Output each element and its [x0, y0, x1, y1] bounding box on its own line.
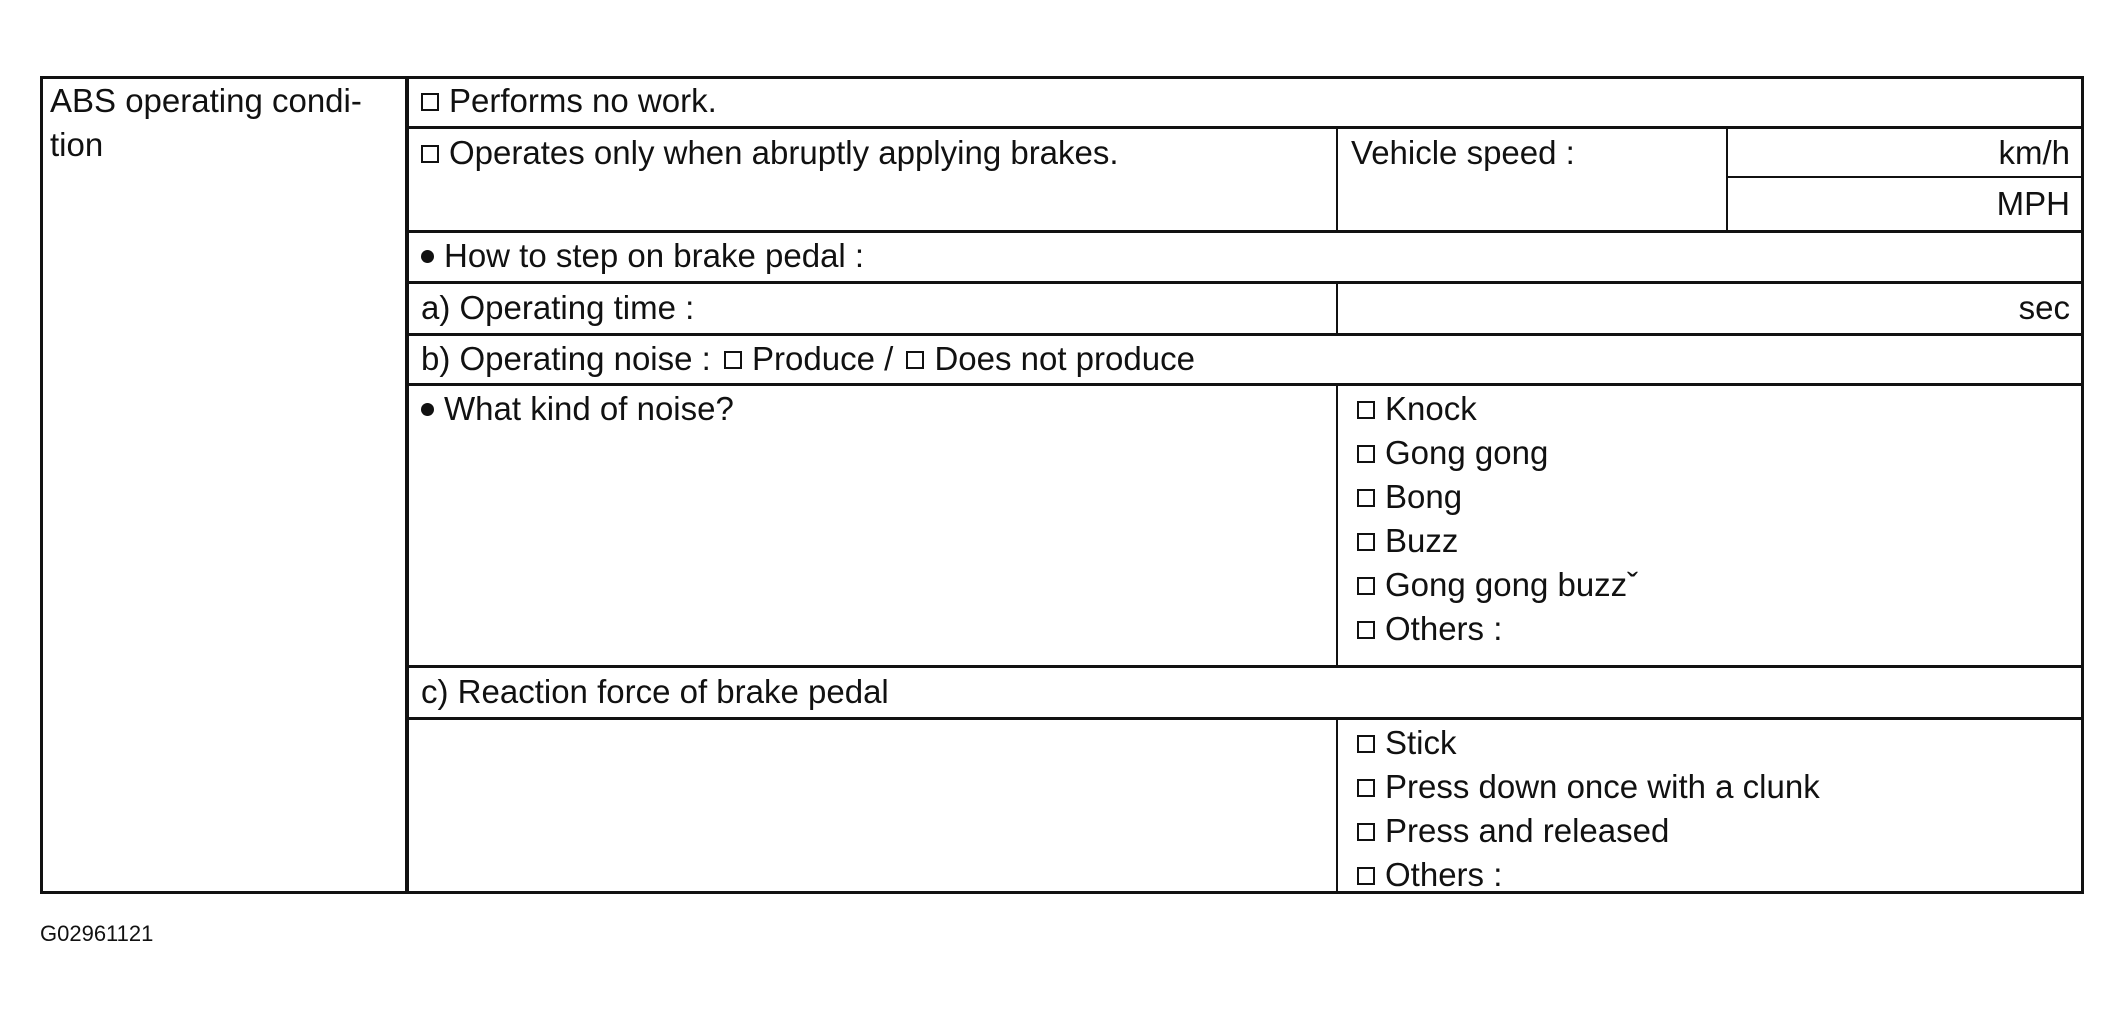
reaction-option[interactable]: Press and released: [1357, 809, 1820, 853]
outer-border-left: [40, 76, 43, 894]
reaction-options-list: [1357, 721, 1820, 897]
row-divider: [407, 717, 2084, 720]
checkbox[interactable]: [421, 93, 439, 111]
checkbox[interactable]: [1357, 823, 1375, 841]
checkbox[interactable]: [1357, 445, 1375, 463]
section-label-line: tion: [50, 126, 104, 163]
bullet-icon: [421, 403, 434, 416]
section-label: [50, 79, 362, 167]
checkbox[interactable]: [1357, 489, 1375, 507]
section-label-line: ABS operating condi-: [50, 82, 362, 119]
row-divider: [407, 230, 2084, 233]
reaction-option[interactable]: Others :: [1357, 853, 1820, 897]
checkbox[interactable]: [1357, 867, 1375, 885]
row-divider: [407, 383, 2084, 386]
bullet-icon: [421, 250, 434, 263]
what-kind-of-noise-label: What kind of noise?: [421, 387, 734, 431]
noise-options-list: [1357, 387, 1638, 651]
row-divider: [407, 126, 2084, 129]
label-column-divider: [405, 76, 409, 894]
unit-mph: MPH: [1996, 185, 2070, 222]
how-to-step-label: How to step on brake pedal :: [421, 234, 864, 278]
vehicle-speed-label: Vehicle speed :: [1351, 134, 1575, 171]
noise-option[interactable]: Bong: [1357, 475, 1638, 519]
does-not-produce-checkbox[interactable]: [906, 351, 924, 369]
operating-noise-row: b) Operating noise : Produce / Does not produce: [421, 340, 1195, 377]
row-divider: [407, 665, 2084, 668]
unit-sec: sec: [2018, 289, 2070, 326]
col-divider: [1336, 384, 1338, 666]
checkbox[interactable]: [421, 145, 439, 163]
checkbox[interactable]: [1357, 401, 1375, 419]
row-divider: [1727, 176, 2084, 178]
unit-kmh: km/h: [1998, 134, 2070, 171]
figure-code: G02961121: [40, 921, 154, 946]
noise-option[interactable]: Knock: [1357, 387, 1638, 431]
reaction-option[interactable]: Press down once with a clunk: [1357, 765, 1820, 809]
checkbox[interactable]: [1357, 533, 1375, 551]
col-divider: [1726, 128, 1728, 232]
col-divider: [1336, 282, 1338, 334]
checkbox[interactable]: [1357, 779, 1375, 797]
outer-border-right: [2081, 76, 2084, 894]
abs-condition-form: [40, 76, 2084, 894]
checkbox[interactable]: [1357, 735, 1375, 753]
performs-no-work-option[interactable]: Performs no work.: [421, 79, 717, 123]
produce-checkbox[interactable]: [724, 351, 742, 369]
noise-option[interactable]: Gong gong: [1357, 431, 1638, 475]
checkbox[interactable]: [1357, 621, 1375, 639]
noise-option[interactable]: Buzz: [1357, 519, 1638, 563]
reaction-force-label: c) Reaction force of brake pedal: [421, 673, 889, 710]
operates-only-abrupt-option[interactable]: Operates only when abruptly applying brakes.: [421, 131, 1119, 175]
col-divider: [1336, 718, 1338, 893]
row-divider: [407, 281, 2084, 284]
operating-time-label: a) Operating time :: [421, 289, 695, 326]
checkbox[interactable]: [1357, 577, 1375, 595]
noise-option[interactable]: Gong gong buzzˇ: [1357, 563, 1638, 607]
row-divider: [407, 333, 2084, 336]
noise-option[interactable]: Others :: [1357, 607, 1638, 651]
reaction-option[interactable]: Stick: [1357, 721, 1820, 765]
col-divider: [1336, 128, 1338, 232]
